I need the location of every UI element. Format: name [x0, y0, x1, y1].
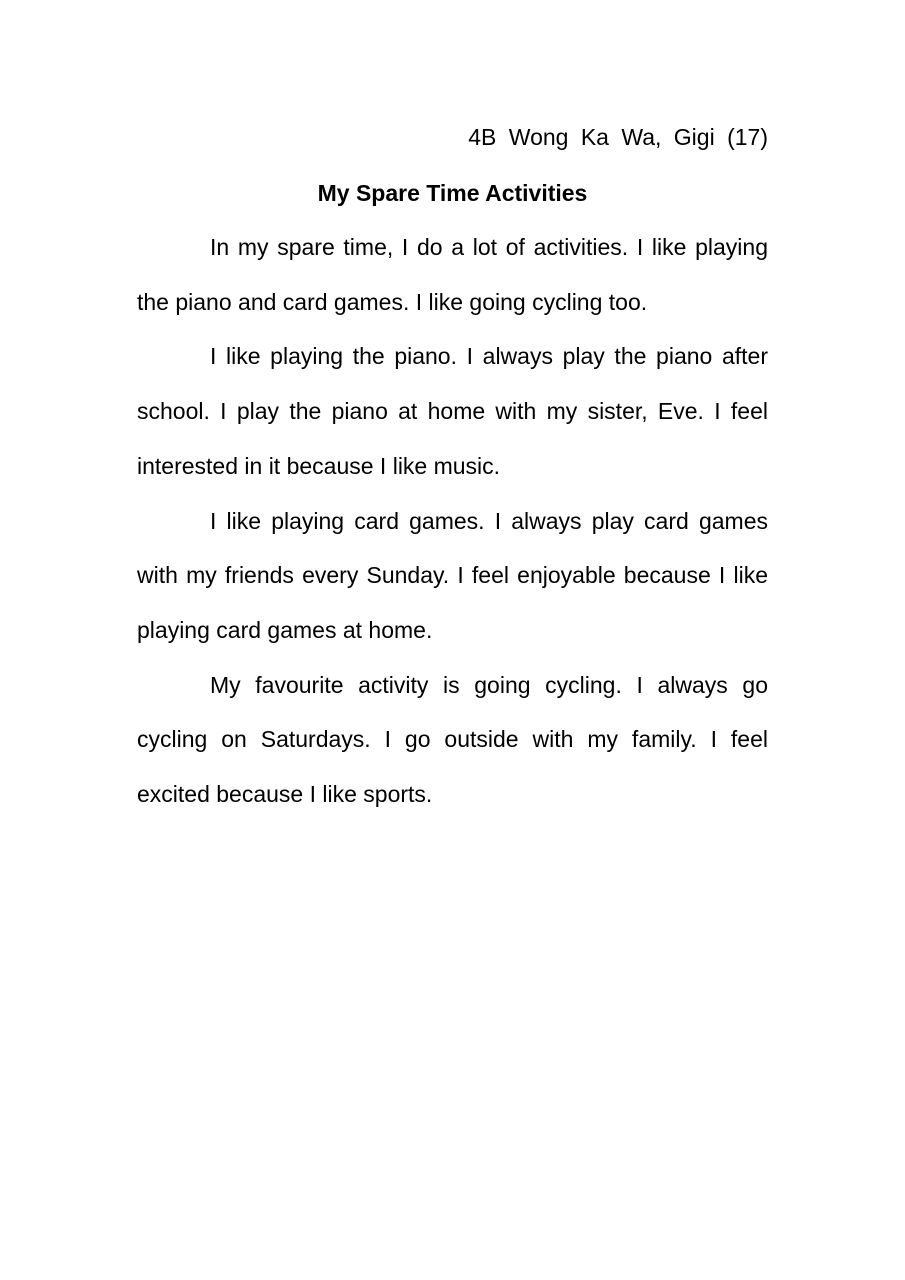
paragraph-card-games: I like playing card games. I always play card games with my friends every Sunday. I feel enjoyable because I like playing card games at home.	[137, 507, 768, 643]
paragraph-piano: I like playing the piano. I always play the piano after school. I play the piano at home with my sister, Eve. I feel interested in it because I like music.	[137, 343, 768, 479]
author-line: 4B Wong Ka Wa, Gigi (17)	[468, 124, 768, 150]
essay-title: My Spare Time Activities	[317, 180, 588, 206]
paragraph-intro: In my spare time, I do a lot of activities. I like playing the piano and card games. I like going cycling too.	[137, 234, 768, 315]
paragraph-cycling: My favourite activity is going cycling. I always go cycling on Saturdays. I go outside with my family. I feel excited because I like sports.	[137, 671, 768, 808]
essay-body	[137, 220, 768, 822]
